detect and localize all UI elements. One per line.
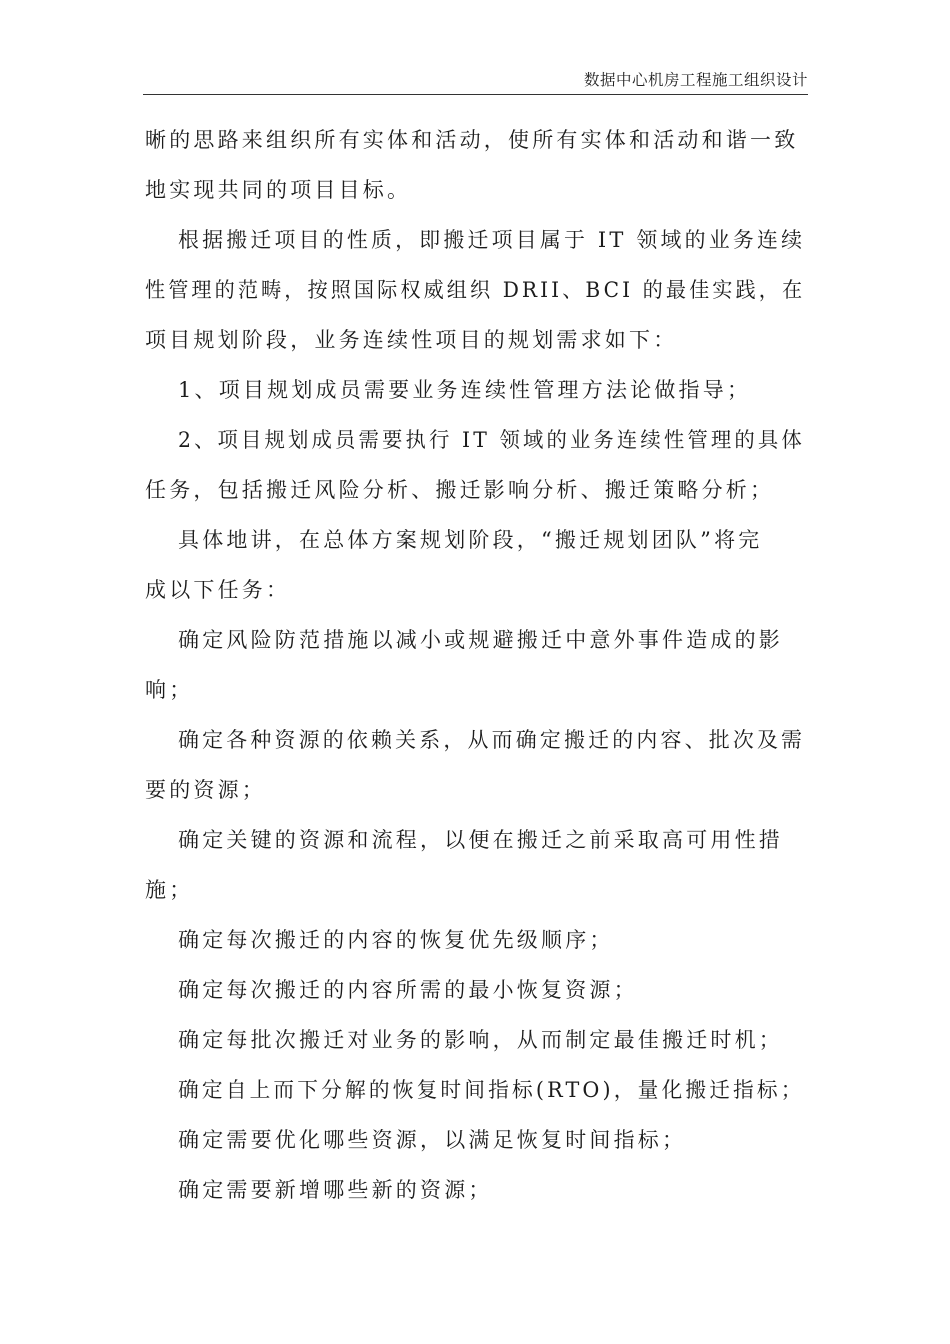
text-line: 地实现共同的项目目标。: [145, 178, 412, 202]
text-line: 确定自上而下分解的恢复时间指标(RTO)，量化搬迁指标；: [178, 1078, 805, 1102]
text-line: 任务，包括搬迁风险分析、搬迁影响分析、搬迁策略分析；: [145, 478, 775, 502]
text-line: 确定需要新增哪些新的资源；: [178, 1178, 493, 1202]
text-line: 确定每次搬迁的内容所需的最小恢复资源；: [178, 978, 638, 1002]
text-line: 具体地讲，在总体方案规划阶段，“搬迁规划团队”将完: [178, 528, 763, 552]
text-line: 晰的思路来组织所有实体和活动，使所有实体和活动和谐一致: [145, 128, 799, 152]
text-line: 1、项目规划成员需要业务连续性管理方法论做指导；: [178, 378, 752, 402]
text-line: 要的资源；: [145, 778, 266, 802]
text-line: 根据搬迁项目的性质，即搬迁项目属于 IT 领域的业务连续: [178, 228, 806, 252]
text-line: 确定每次搬迁的内容的恢复优先级顺序；: [178, 928, 614, 952]
text-line: 响；: [145, 678, 194, 702]
text-line: 确定需要优化哪些资源，以满足恢复时间指标；: [178, 1128, 687, 1152]
page-header: [143, 62, 808, 95]
text-line: 确定各种资源的依赖关系，从而确定搬迁的内容、批次及需: [178, 728, 806, 752]
text-line: 项目规划阶段，业务连续性项目的规划需求如下：: [145, 328, 678, 352]
text-line: 性管理的范畴，按照国际权威组织 DRII、BCI 的最佳实践，在: [145, 278, 806, 302]
document-title: 数据中心机房工程施工组织设计: [583, 71, 808, 89]
text-line: 确定风险防范措施以减小或规避搬迁中意外事件造成的影: [178, 628, 783, 652]
text-line: 确定关键的资源和流程，以便在搬迁之前采取高可用性措: [178, 828, 783, 852]
text-line: 施；: [145, 878, 194, 902]
text-line: 确定每批次搬迁对业务的影响，从而制定最佳搬迁时机；: [178, 1028, 783, 1052]
text-line: 2、项目规划成员需要执行 IT 领域的业务连续性管理的具体: [178, 428, 805, 452]
text-line: 成以下任务：: [145, 578, 291, 602]
